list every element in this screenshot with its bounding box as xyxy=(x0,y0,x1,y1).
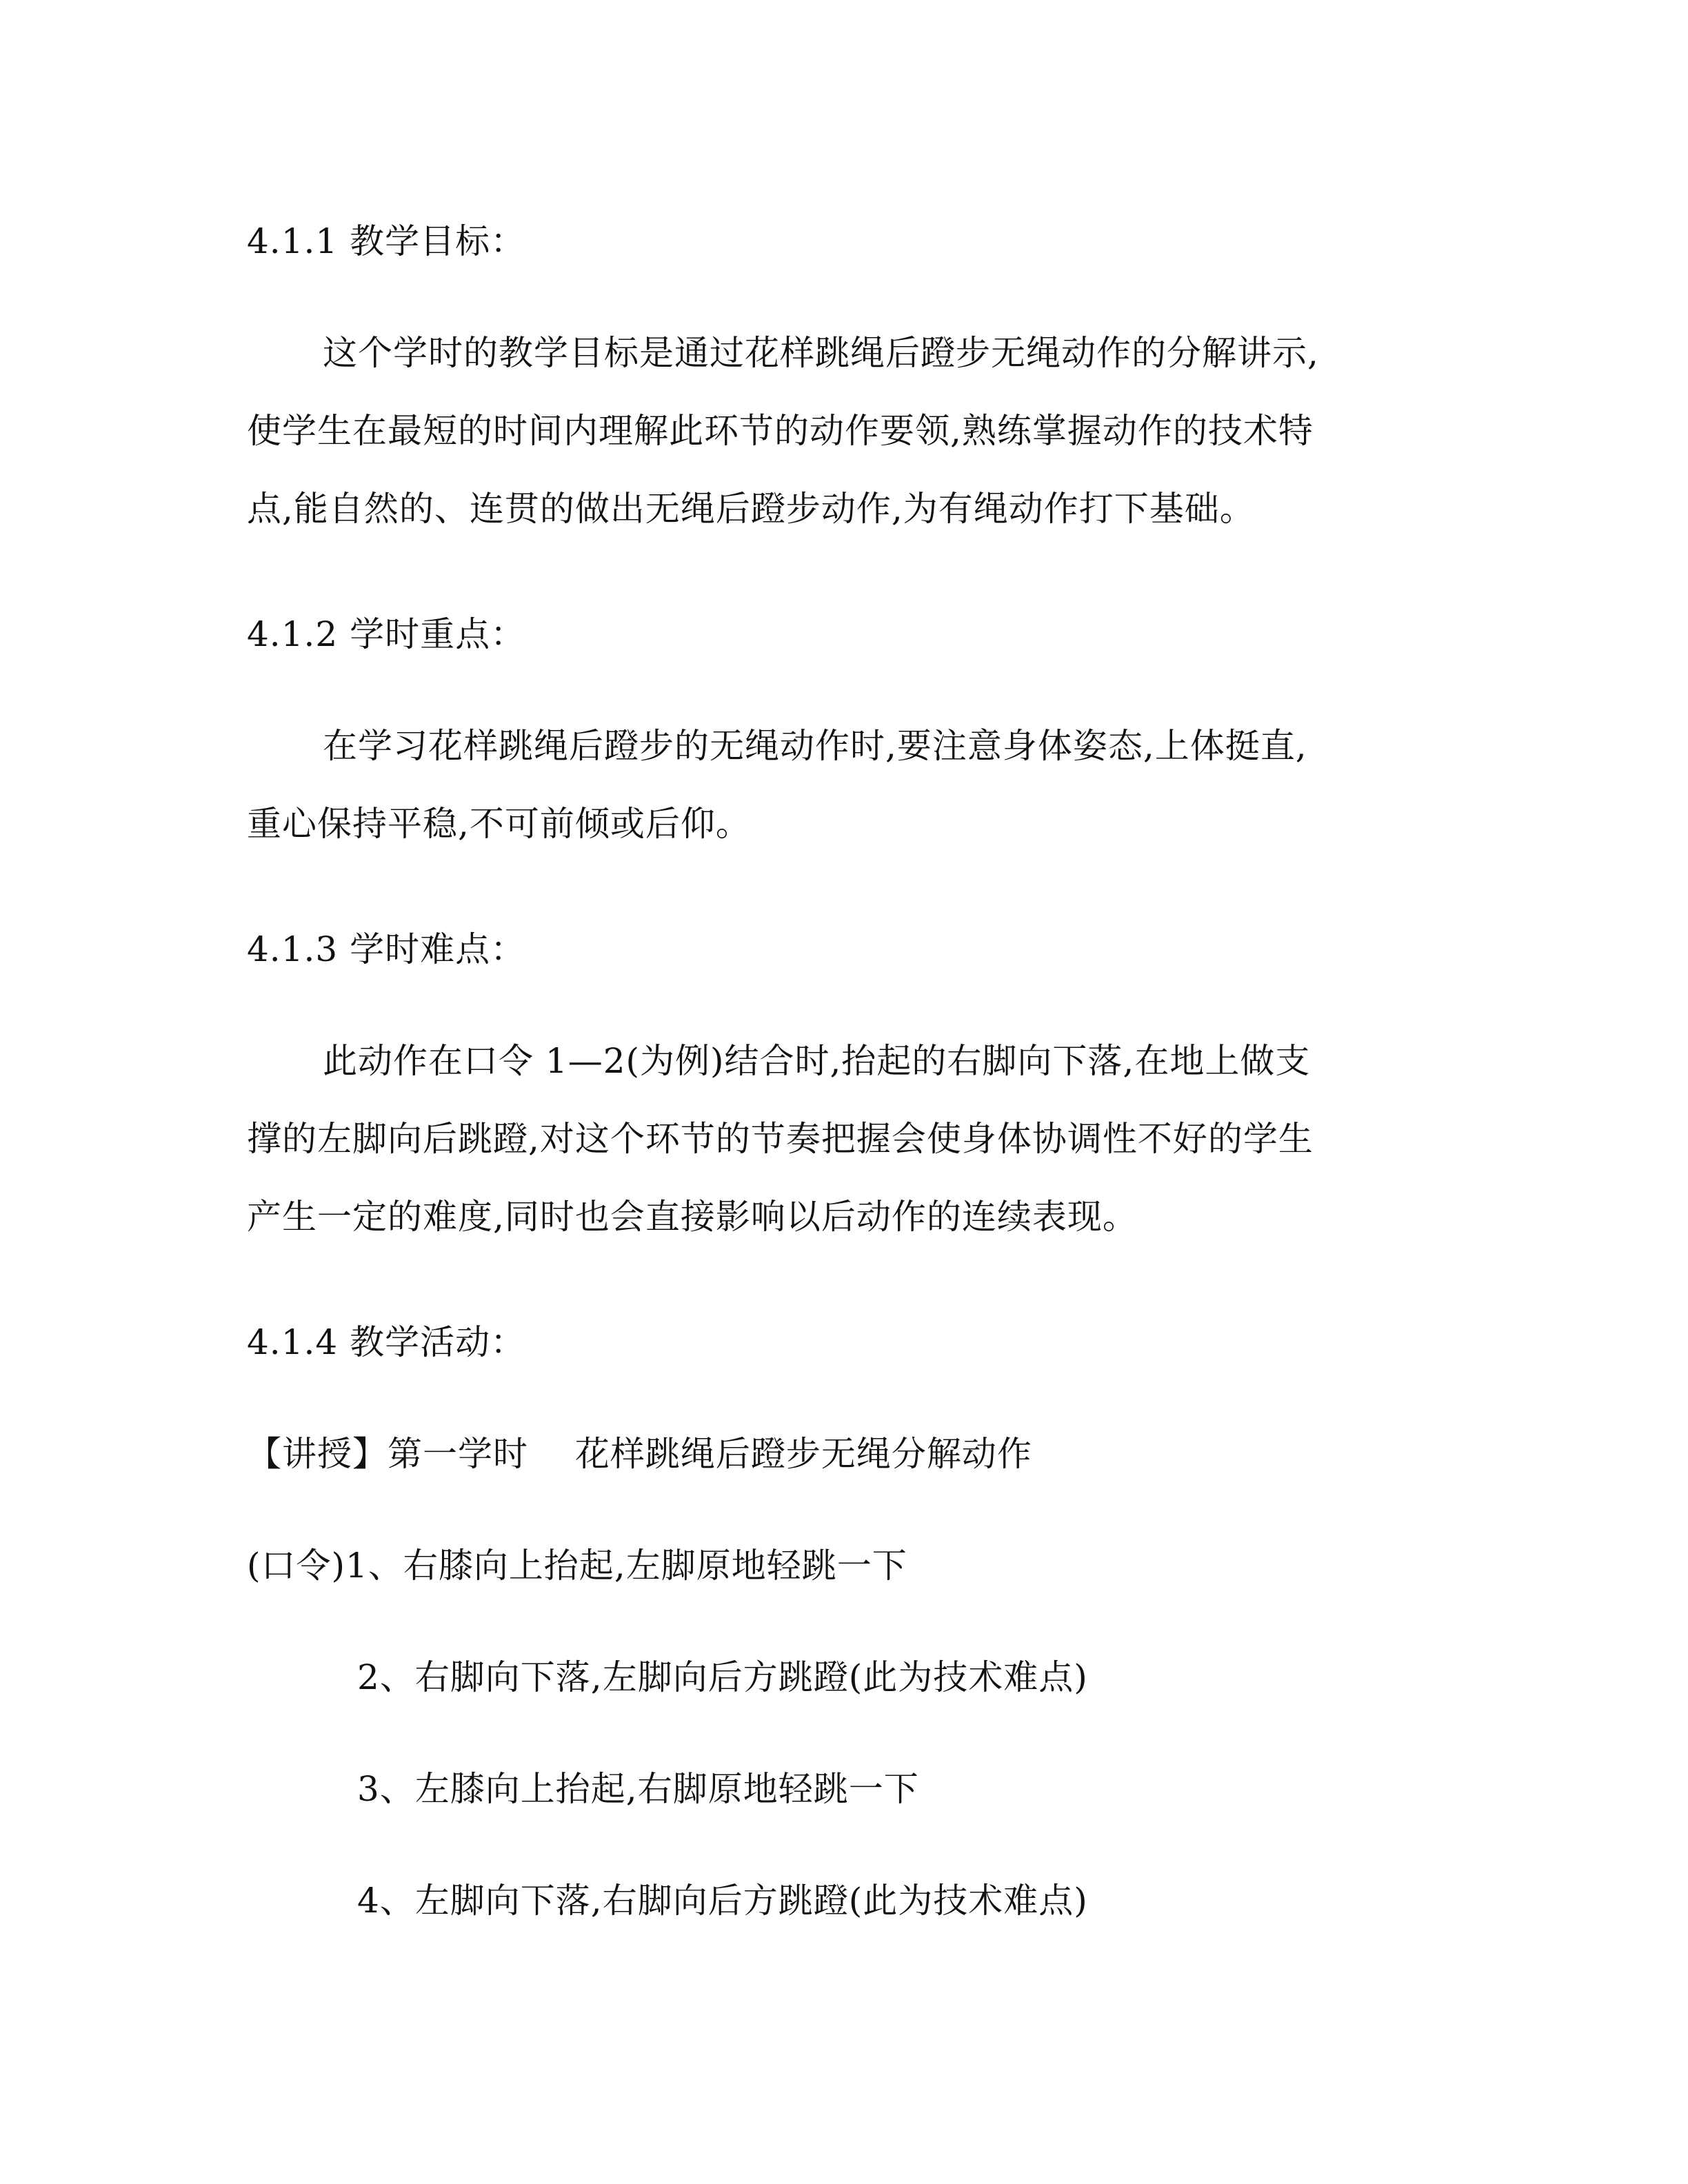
section-heading-teaching-activities: 4.1.4 教学活动： xyxy=(247,1322,526,1362)
paragraph-line: 此动作在口令 1—2(为例)结合时,抬起的右脚向下落,在地上做支 xyxy=(323,1041,1311,1081)
lecture-title: 【讲授】第一学时 花样跳绳后蹬步无绳分解动作 xyxy=(247,1434,1032,1474)
section-heading-difficulties: 4.1.3 学时难点： xyxy=(247,929,526,969)
section-heading-teaching-goal: 4.1.1 教学目标： xyxy=(247,221,526,261)
paragraph-line: 这个学时的教学目标是通过花样跳绳后蹬步无绳动作的分解讲示, xyxy=(323,333,1319,373)
step-item: 3、左膝向上抬起,右脚原地轻跳一下 xyxy=(357,1769,919,1809)
section-heading-key-points: 4.1.2 学时重点： xyxy=(247,614,526,654)
step-item: (口令)1、右膝向上抬起,左脚原地轻跳一下 xyxy=(247,1546,907,1586)
paragraph-line: 产生一定的难度,同时也会直接影响以后动作的连续表现。 xyxy=(247,1197,1138,1237)
paragraph-line: 重心保持平稳,不可前倾或后仰。 xyxy=(247,804,751,844)
paragraph-line: 撑的左脚向后跳蹬,对这个环节的节奏把握会使身体协调性不好的学生 xyxy=(247,1119,1314,1159)
paragraph-line: 点,能自然的、连贯的做出无绳后蹬步动作,为有绳动作打下基础。 xyxy=(247,489,1255,529)
paragraph-line: 使学生在最短的时间内理解此环节的动作要领,熟练掌握动作的技术特 xyxy=(247,411,1314,451)
paragraph-line: 在学习花样跳绳后蹬步的无绳动作时,要注意身体姿态,上体挺直, xyxy=(323,726,1307,766)
step-item: 2、右脚向下落,左脚向后方跳蹬(此为技术难点) xyxy=(357,1657,1088,1697)
step-item: 4、左脚向下落,右脚向后方跳蹬(此为技术难点) xyxy=(357,1881,1088,1921)
